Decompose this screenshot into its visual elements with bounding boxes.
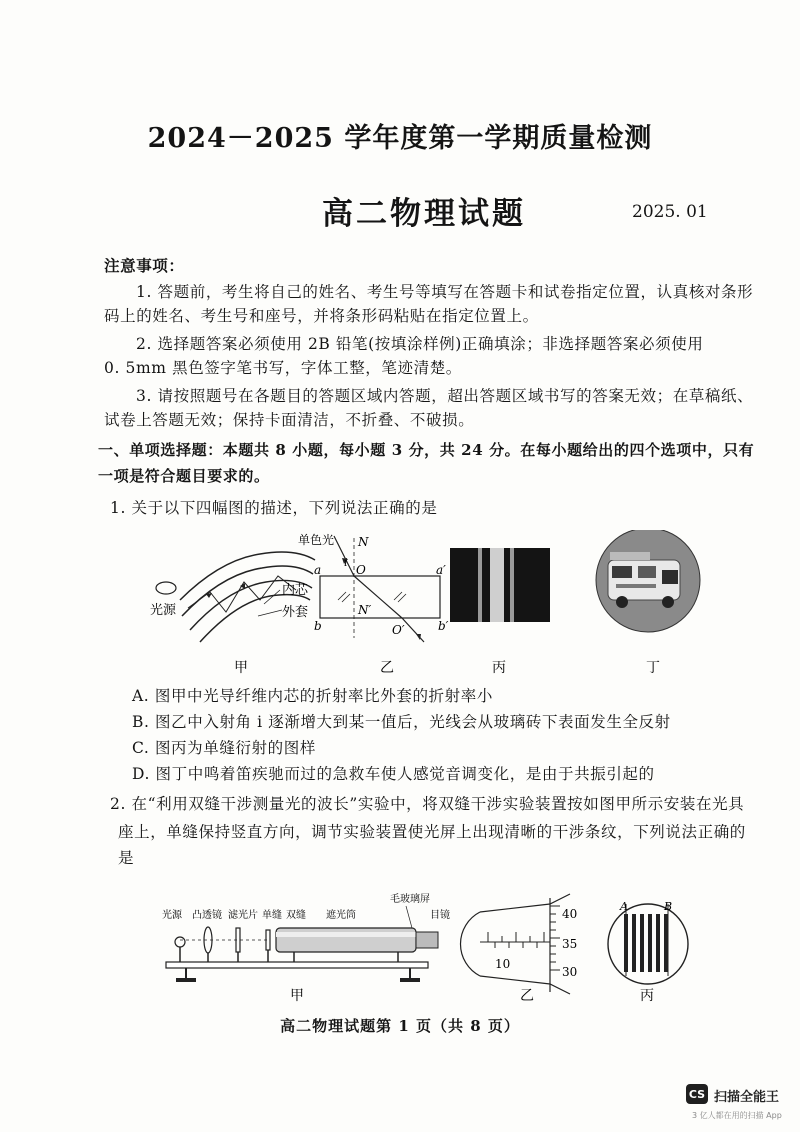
fiber-source-label: 光源	[150, 603, 177, 618]
notice-line: 2. 选择题答案必须使用 2B 铅笔(按填涂样例)正确填涂；非选择题答案必须使用	[136, 335, 704, 353]
fig-diffraction-pattern	[450, 548, 550, 622]
fig-label: 丙	[640, 988, 654, 1004]
svg-text:光源: 光源	[162, 910, 182, 921]
notice-heading: 注意事项：	[104, 256, 185, 275]
q1-option-a: A. 图甲中光导纤维内芯的折射率比外套的折射率小	[132, 687, 493, 705]
fig-label: 甲	[234, 660, 248, 676]
question-1-stem: 1. 关于以下四幅图的描述，下列说法正确的是	[110, 499, 438, 517]
svg-text:O: O	[356, 563, 366, 577]
notice-line: 0. 5mm 黑色签字笔书写，字体工整，笔迹清楚。	[104, 359, 462, 377]
fig-glass-brick	[298, 532, 449, 642]
svg-text:毛玻璃屏: 毛玻璃屏	[390, 894, 430, 905]
fig-ambulance-photo	[596, 530, 700, 632]
q1-option-b: B. 图乙中入射角 i 逐渐增大到某一值后，光线会从玻璃砖下表面发生全反射	[132, 713, 671, 731]
question-2-stem: 是	[118, 849, 135, 867]
fig-micrometer-scale	[460, 894, 577, 994]
svg-text:O′: O′	[392, 623, 405, 637]
svg-text:a: a	[314, 563, 322, 577]
fig-interference-apparatus	[162, 892, 450, 982]
svg-text:滤光片: 滤光片	[228, 910, 258, 921]
question-2-figures	[150, 884, 710, 1004]
fiber-core-label: 内芯	[282, 583, 309, 598]
scanner-app-name: 扫描全能王	[714, 1090, 780, 1105]
svg-text:凸透镜: 凸透镜	[192, 910, 222, 921]
fig-optical-fiber	[150, 552, 315, 642]
svg-text:遮光筒: 遮光筒	[326, 910, 356, 921]
fig-fringe-view	[608, 900, 688, 984]
fig-label: 甲	[290, 988, 304, 1004]
q1-option-d: D. 图丁中鸣着笛疾驰而过的急救车使人感觉音调变化，是由于共振引起的	[132, 765, 655, 783]
exam-subtitle: 高二物理试题	[322, 196, 526, 232]
svg-text:N: N	[358, 535, 369, 549]
scanner-logo-icon: CS	[686, 1084, 708, 1104]
svg-text:b: b	[314, 619, 322, 633]
question-1-figures	[140, 530, 720, 680]
section-heading: 一、单项选择题：本题共 8 小题，每小题 3 分，共 24 分。在每小题给出的四个选项中，只有	[98, 441, 755, 459]
question-2-stem: 2. 在“利用双缝干涉测量光的波长”实验中，将双缝干涉实验装置按如图甲所示安装在光具	[110, 795, 745, 813]
svg-text:A: A	[620, 900, 628, 913]
svg-text:35: 35	[562, 937, 578, 951]
svg-text:10: 10	[495, 957, 511, 971]
monochrome-light-label: 单色光	[298, 533, 335, 547]
question-2-stem: 座上，单缝保持竖直方向，调节实验装置使光屏上出现清晰的干涉条纹，下列说法正确的	[118, 823, 746, 841]
fiber-cladding-label: 外套	[282, 605, 309, 620]
svg-text:双缝: 双缝	[286, 910, 306, 921]
notice-line: 码上的姓名、考生号和座号，并将条形码粘贴在指定位置上。	[104, 307, 539, 325]
svg-text:a′: a′	[436, 563, 446, 577]
notice-line: 试卷上答题无效；保持卡面清洁，不折叠、不破损。	[104, 411, 475, 429]
svg-text:i: i	[344, 556, 348, 569]
svg-text:30: 30	[562, 965, 578, 979]
fig-label: 丁	[646, 660, 660, 676]
notice-line: 3. 请按照题号在各题目的答题区域内答题，超出答题区域书写的答案无效；在草稿纸、	[136, 387, 754, 405]
q1-option-c: C. 图丙为单缝衍射的图样	[132, 739, 316, 757]
fig-label: 丙	[492, 660, 506, 676]
svg-text:40: 40	[562, 907, 578, 921]
fig-label: 乙	[520, 988, 534, 1004]
svg-text:单缝: 单缝	[262, 910, 282, 921]
exam-date: 2025. 01	[632, 202, 708, 222]
fig-label: 乙	[380, 660, 394, 676]
svg-text:b′: b′	[438, 619, 449, 633]
svg-text:B: B	[664, 900, 673, 913]
svg-text:目镜: 目镜	[430, 910, 450, 921]
notice-line: 1. 答题前，考生将自己的姓名、考生号等填写在答题卡和试卷指定位置，认真核对条形	[136, 283, 754, 301]
svg-text:N′: N′	[358, 603, 372, 617]
scanner-tagline: 3 亿人都在用的扫描 App	[692, 1111, 782, 1120]
section-heading-cont: 一项是符合题目要求的。	[98, 467, 270, 485]
exam-title: 2024－2025 学年度第一学期质量检测	[147, 123, 653, 154]
page-footer: 高二物理试题第 1 页（共 8 页）	[280, 1017, 520, 1035]
